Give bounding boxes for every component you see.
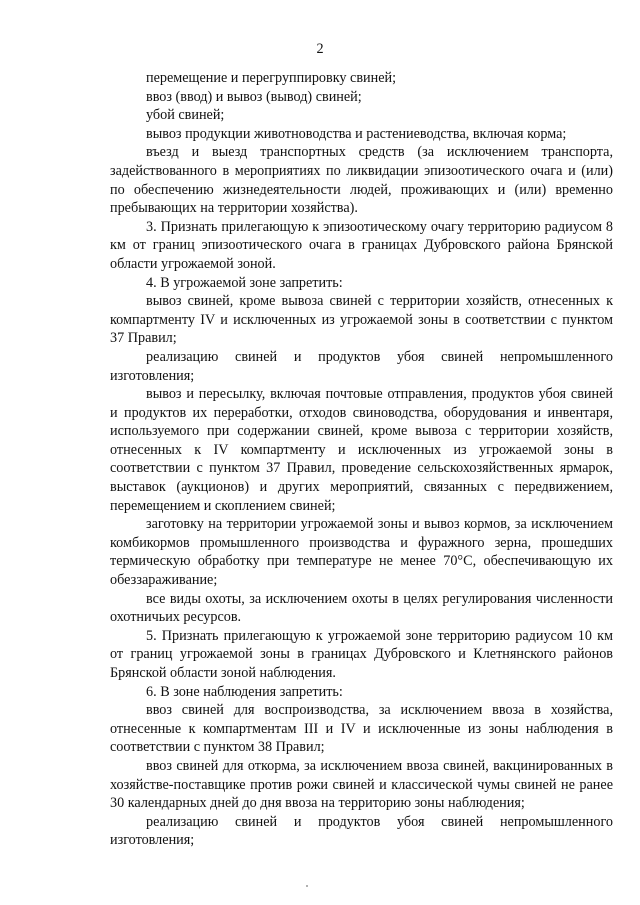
paragraph: все виды охоты, за исключением охоты в целях регулирования численности охотничьих ресурсов. — [110, 590, 613, 626]
paragraph: ввоз (ввод) и вывоз (вывод) свиней; — [146, 88, 362, 105]
scan-speck — [306, 885, 308, 887]
paragraph: 6. В зоне наблюдения запретить: — [146, 683, 343, 700]
paragraph: реализацию свиней и продуктов убоя свиней непромышленного изготовления; — [110, 813, 613, 849]
paragraph: ввоз свиней для воспроизводства, за исключением ввоза в хозяйства, отнесенные к компартментам III и IV и исключенные из зоны наблюдения в соответствии с пунктом 38 Правил; — [110, 702, 613, 756]
paragraph: вывоз и пересылку, включая почтовые отправления, продуктов убоя свиней и продуктов их переработки, отходов свиноводства, оборудования и инвентаря, используемого при содержании свиней, кроме вывоза с территории хозяйств, отнесенных к IV компартменту и исключенных из угрожаемой зоны в соответствии с пунктом 37 Правил, проведение сельскохозяйственных ярмарок, выставок (аукционов) и других мероприятий, связанных с передвижением, перемещением и скоплением свиней; — [110, 386, 613, 514]
paragraph: 3. Признать прилегающую к эпизоотическому очагу территорию радиусом 8 км от границ эпизоотического очага в границах Дубровского района Брянской области угрожаемой зоной. — [110, 218, 613, 272]
paragraph: реализацию свиней и продуктов убоя свиней непромышленного изготовления; — [110, 348, 613, 384]
paragraph: вывоз продукции животноводства и растениеводства, включая корма; — [146, 125, 567, 142]
paragraph: вывоз свиней, кроме вывоза свиней с территории хозяйств, отнесенных к компартменту IV и исключенных из угрожаемой зоны в соответствии с пунктом 37 Правил; — [110, 293, 613, 347]
page-number: 2 — [316, 41, 324, 57]
paragraph: перемещение и перегруппировку свиней; — [146, 70, 397, 86]
paragraph: ввоз свиней для откорма, за исключением ввоза свиней, вакцинированных в хозяйстве-поставщике против рожи свиней и классической чумы свиней не ранее 30 календарных дней до дня ввоза на территорию зоны наблюдения; — [110, 757, 613, 812]
paragraph: въезд и выезд транспортных средств (за исключением транспорта, задействованного в мероприятиях по ликвидации эпизоотического очага и (или) по обеспечению жизнедеятельности людей, проживающих и (или) временно пребывающих на территории хозяйства). — [110, 144, 613, 217]
paragraph: 5. Признать прилегающую к угрожаемой зоне территорию радиусом 10 км от границ угрожаемой зоны в границах Дубровского и Клетнянского районов Брянской области зоной наблюдения. — [110, 627, 613, 681]
paragraph: заготовку на территории угрожаемой зоны и вывоз кормов, за исключением комбикормов промышленного производства и фуражного зерна, прошедших термическую обработку при температуре не менее 70°С, обеспечивающую их обеззараживание; — [110, 516, 613, 589]
paragraph: 4. В угрожаемой зоне запретить: — [146, 274, 343, 291]
document-body — [110, 69, 613, 850]
paragraph: убой свиней; — [146, 107, 225, 124]
